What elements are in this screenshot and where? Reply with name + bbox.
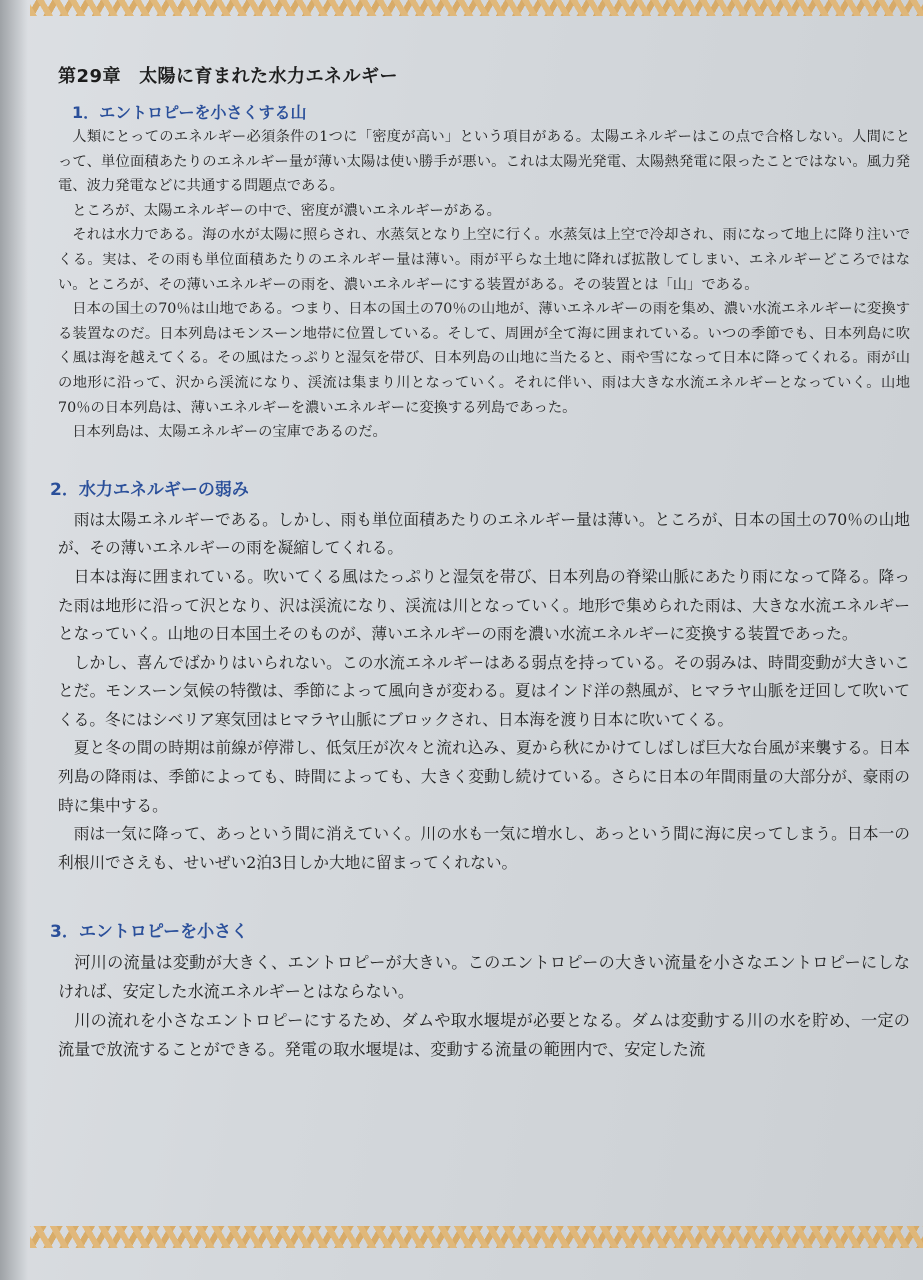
paragraph: しかし、喜んでばかりはいられない。この水流エネルギーはある弱点を持っている。その弱みは、時間変動が大きいことだ。モンスーン気候の特徴は、季節によって風向きが変わる。夏はインド洋の熱風が、ヒマラヤ山脈を迂回して吹いてくる。冬にはシベリア寒気団はヒマラヤ山脈にブロックされ、日本海を渡り日本に吹いてくる。 xyxy=(58,652,910,729)
paragraph: それは水力である。海の水が太陽に照らされ、水蒸気となり上空に行く。水蒸気は上空で冷却され、雨になって地上に降り注いでくる。実は、その雨も単位面積あたりのエネルギー量は薄い。雨が平らな土地に降れば拡散してしまい、エネルギーどころではない。ところが、その薄いエネルギーの雨を、濃いエネルギーにする装置がある。その装置とは「山」である。 xyxy=(58,227,910,293)
chapter-heading xyxy=(58,62,910,88)
section-heading: 1．エントロピーを小さくする山 xyxy=(72,103,307,122)
paragraph: 川の流れを小さなエントロピーにするため、ダムや取水堰堤が必要となる。ダムは変動する川の水を貯め、一定の流量で放流することができる。発電の取水堰堤は、変動する流量の範囲内で、安定した流 xyxy=(58,1011,910,1060)
section-1 xyxy=(58,100,910,445)
section-heading: 3．エントロピーを小さく xyxy=(50,922,249,943)
paragraph: ところが、太陽エネルギーの中で、密度が濃いエネルギーがある。 xyxy=(72,202,501,219)
section-3 xyxy=(50,917,910,1064)
section-2 xyxy=(50,475,910,878)
top-decorative-border xyxy=(30,0,923,16)
bottom-decorative-border xyxy=(30,1226,923,1248)
paragraph: 雨は太陽エネルギーである。しかし、雨も単位面積あたりのエネルギー量は薄い。ところが、日本の国土の70％の山地が、その薄いエネルギーの雨を凝縮してくれる。 xyxy=(58,509,910,558)
paragraph: 人類にとってのエネルギー必須条件の1つに「密度が高い」という項目がある。太陽エネルギーはこの点で合格しない。人間にとって、単位面積あたりのエネルギー量が薄い太陽は使い勝手が悪い。これは太陽光発電、太陽熱発電に限ったことではない。風力発電、波力発電などに共通する問題点である。 xyxy=(58,129,910,195)
paragraph: 日本は海に囲まれている。吹いてくる風はたっぷりと湿気を帯び、日本列島の脊梁山脈にあたり雨になって降る。降った雨は地形に沿って沢となり、沢は渓流になり、渓流は川となっていく。地形で集められた雨は、大きな水流エネルギーとなっていく。山地の日本国土そのものが、薄いエネルギーの雨を濃い水流エネルギーに変換する装置であった。 xyxy=(58,566,910,644)
chapter-title: 太陽に育まれた水力エネルギー xyxy=(139,66,399,87)
chapter-number: 第29章 xyxy=(58,66,122,87)
paragraph: 雨は一気に降って、あっという間に消えていく。川の水も一気に増水し、あっという間に海に戻ってしまう。日本一の利根川でさえも、せいぜい2泊3日しか大地に留まってくれない。 xyxy=(58,824,910,872)
page-content xyxy=(50,62,910,1090)
paragraph: 日本列島は、太陽エネルギーの宝庫であるのだ。 xyxy=(72,424,387,441)
section-heading: 2．水力エネルギーの弱み xyxy=(50,479,249,500)
paragraph: 河川の流量は変動が大きく、エントロピーが大きい。このエントロピーの大きい流量を小さなエントロピーにしなければ、安定した水流エネルギーとはならない。 xyxy=(58,953,910,1002)
paragraph: 日本の国土の70％は山地である。つまり、日本の国土の70％の山地が、薄いエネルギーの雨を集め、濃い水流エネルギーに変換する装置なのだ。日本列島はモンスーン地帯に位置している。そして、周囲が全て海に囲まれている。いつの季節でも、日本列島に吹く風は海を越えてくる。その風はたっぷりと湿気を帯び、日本列島の山地に当たると、雨や雪になって日本に降ってくれる。雨が山の地形に沿って、沢から渓流になり、渓流は集まり川となっていく。それに伴い、雨は大きな水流エネルギーとなっていく。山地70％の日本列島は、薄いエネルギーを濃いエネルギーに変換する列島であった。 xyxy=(58,301,910,416)
paragraph: 夏と冬の間の時期は前線が停滞し、低気圧が次々と流れ込み、夏から秋にかけてしばしば巨大な台風が来襲する。日本列島の降雨は、季節によっても、時間によっても、大きく変動し続けている。さらに日本の年間雨量の大部分が、豪雨の時に集中する。 xyxy=(58,738,910,815)
